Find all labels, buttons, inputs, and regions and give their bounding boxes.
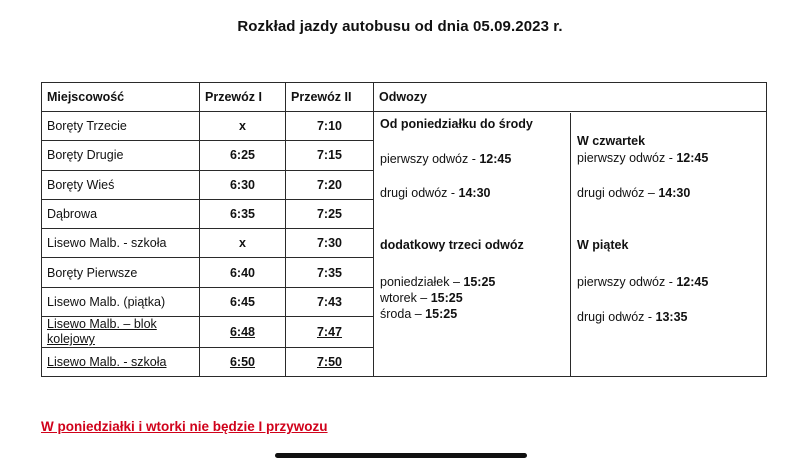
header-carrier-1: Przewóz I [200, 83, 286, 112]
row-carrier-2-time [286, 317, 374, 348]
row-place: Lisewo Malb. (piątka) [42, 287, 200, 316]
footer-warning-note: W poniedziałki i wtorki nie będzie I przywozu [41, 419, 328, 434]
returns-friday-heading: W piątek [577, 237, 629, 252]
row-carrier-2-time: 7:30 [286, 229, 374, 258]
returns-friday-first [577, 274, 762, 290]
row-carrier-1-text: 6:50 [229, 355, 256, 370]
second-return-time: 14:30 [458, 185, 491, 200]
table-row [42, 112, 767, 141]
row-carrier-1-text: 6:48 [229, 325, 256, 340]
row-place: Boręty Pierwsze [42, 258, 200, 287]
row-carrier-1-time: 6:25 [200, 141, 286, 170]
schedule-table [41, 82, 767, 377]
row-carrier-1-time: 6:30 [200, 170, 286, 199]
row-carrier-2-time: 7:20 [286, 170, 374, 199]
table-header-row [42, 83, 767, 112]
row-place [42, 348, 200, 377]
thursday-first-label: pierwszy odwóz - [577, 150, 677, 165]
header-place: Miejscowość [42, 83, 200, 112]
friday-second-time: 13:35 [655, 309, 688, 324]
row-place: Boręty Wieś [42, 170, 200, 199]
monday-label: poniedziałek – [380, 274, 464, 289]
row-carrier-1-time: 6:45 [200, 287, 286, 316]
row-carrier-2-time: 7:15 [286, 141, 374, 170]
returns-friday-second [577, 309, 762, 325]
page-title: Rozkład jazdy autobusu od dnia 05.09.2023 r. [237, 18, 563, 35]
thursday-second-label: drugi odwóz – [577, 185, 659, 200]
row-carrier-2-time: 7:10 [286, 112, 374, 141]
row-place-text: Lisewo Malb. – blok kolejowy [47, 317, 157, 347]
thursday-first-time: 12:45 [676, 150, 709, 165]
row-place: Lisewo Malb. - szkoła [42, 229, 200, 258]
wednesday-label: środa – [380, 306, 426, 321]
friday-first-label: pierwszy odwóz - [577, 274, 677, 289]
row-carrier-1-time: x [200, 112, 286, 141]
header-carrier-2: Przewóz II [286, 83, 374, 112]
first-return-time: 12:45 [479, 151, 512, 166]
row-carrier-2-text: 7:47 [316, 325, 343, 340]
second-return-label: drugi odwóz - [380, 185, 459, 200]
row-carrier-2-text: 7:50 [316, 355, 343, 370]
home-indicator-bar[interactable] [275, 453, 527, 458]
row-carrier-1-time [200, 317, 286, 348]
tuesday-time: 15:25 [430, 290, 463, 305]
row-carrier-1-time: 6:40 [200, 258, 286, 287]
row-place: Boręty Drugie [42, 141, 200, 170]
row-carrier-2-time: 7:35 [286, 258, 374, 287]
friday-first-time: 12:45 [676, 274, 709, 289]
returns-thursday-first [577, 150, 762, 166]
row-place: Dąbrowa [42, 199, 200, 228]
wednesday-time: 15:25 [425, 306, 458, 321]
row-place: Boręty Trzecie [42, 112, 200, 141]
tuesday-label: wtorek – [380, 290, 431, 305]
row-carrier-2-time [286, 348, 374, 377]
returns-tuesday [380, 290, 762, 306]
row-carrier-1-time [200, 348, 286, 377]
row-carrier-1-time: 6:35 [200, 199, 286, 228]
monday-time: 15:25 [463, 274, 496, 289]
row-place [42, 317, 200, 348]
first-return-label: pierwszy odwóz - [380, 151, 480, 166]
row-carrier-1-time: x [200, 229, 286, 258]
returns-thursday-heading: W czwartek [577, 133, 646, 148]
row-place-text: Lisewo Malb. - szkoła [47, 354, 167, 369]
returns-thursday-second [577, 185, 762, 201]
header-returns: Odwozy [374, 83, 767, 112]
returns-cell [374, 112, 767, 377]
row-carrier-2-time: 7:25 [286, 199, 374, 228]
row-carrier-2-time: 7:43 [286, 287, 374, 316]
thursday-second-time: 14:30 [658, 185, 691, 200]
returns-third-heading: dodatkowy trzeci odwóz [380, 237, 524, 252]
returns-mon-wed-heading: Od poniedziałku do środy [380, 116, 533, 131]
friday-second-label: drugi odwóz - [577, 309, 656, 324]
